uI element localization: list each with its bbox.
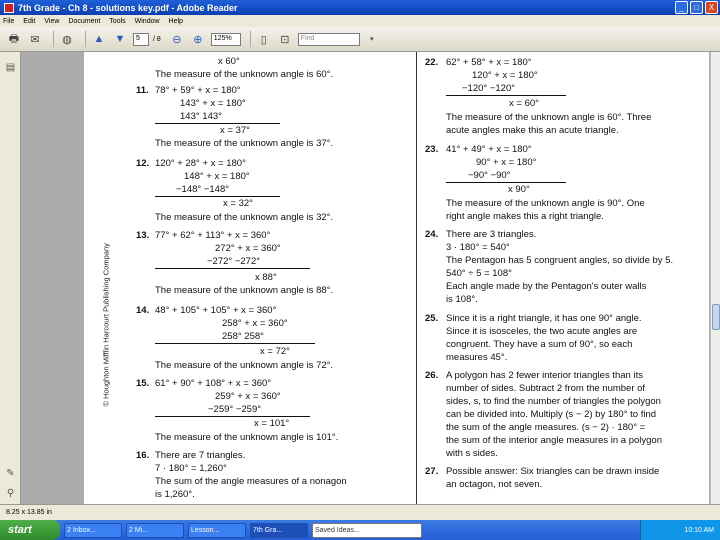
menu-window[interactable]: Window — [134, 17, 160, 25]
system-tray — [640, 520, 720, 540]
problem-number: 24. — [425, 229, 439, 240]
answer-line: There are 3 triangles. — [446, 229, 537, 240]
problem-number: 14. — [136, 305, 150, 316]
answer-line: The measure of the unknown angle is 88°. — [155, 285, 334, 296]
comment-icon[interactable]: ✎ — [6, 468, 15, 479]
problem-number: 26. — [425, 370, 439, 381]
taskbar — [0, 520, 720, 540]
menu-tools[interactable]: Tools — [109, 17, 126, 25]
window-titlebar — [0, 0, 720, 15]
answer-line: The sum of the angle measures of a nonagon — [155, 476, 347, 487]
answer-line: Since it is isosceles, the two acute angles are — [446, 326, 638, 337]
vertical-scrollbar[interactable] — [710, 52, 720, 504]
answer-line: the sum of the interior angle measures in a polygon — [446, 435, 662, 446]
equation-line: 143° + x = 180° — [180, 98, 246, 109]
answer-line: The measure of the unknown angle is 32°. — [155, 212, 334, 223]
print-icon[interactable]: 🖶 — [8, 32, 20, 45]
equation-line: 48° + 105° + 105° + x = 360° — [155, 305, 277, 316]
equation-line: x = 72° — [260, 346, 290, 357]
equation-line: −259° −259° — [208, 404, 262, 415]
equation-line: x = 101° — [254, 418, 290, 429]
equation-rule — [155, 416, 310, 417]
task-mi[interactable]: 2 Mi... — [126, 523, 184, 538]
pdf-page — [84, 52, 709, 504]
answer-line: sides, s, to find the number of triangles the polygon — [446, 396, 661, 407]
publisher-credit: © Houghton Mifflin Harcourt Publishing Company — [101, 243, 111, 407]
equation-line: x 90° — [508, 184, 530, 195]
equation-line: −90° −90° — [468, 170, 511, 181]
zoom-select[interactable]: 125% — [211, 33, 241, 46]
answer-line: The Pentagon has 5 congruent angles, so divide by 5. — [446, 255, 674, 266]
maximize-button[interactable]: □ — [690, 1, 703, 14]
answer-line: Each angle made by the Pentagon's outer walls — [446, 281, 647, 292]
menu-document[interactable]: Document — [68, 17, 101, 25]
equation-rule — [446, 182, 566, 183]
equation-line: 258° 258° — [222, 331, 264, 342]
equation-rule — [446, 95, 566, 96]
answer-line: acute angles make this an acute triangle. — [446, 125, 619, 136]
equation-rule — [155, 268, 310, 269]
answer-line: The measure of the unknown angle is 101°. — [155, 432, 339, 443]
zoom-out-icon[interactable]: ⊖ — [172, 33, 182, 46]
problem-number: 22. — [425, 57, 439, 68]
chevron-down-icon[interactable]: ▾ — [370, 36, 374, 43]
separator — [250, 31, 251, 47]
email-icon[interactable]: ✉ — [30, 33, 40, 46]
status-bar — [0, 504, 720, 520]
equation-line: 540° ÷ 5 = 108° — [446, 268, 512, 279]
equation-line: x = 37° — [220, 125, 250, 136]
adobe-reader-icon — [4, 3, 14, 13]
problem-number: 27. — [425, 466, 439, 477]
separator — [53, 31, 54, 47]
task-adobe-reader[interactable]: 7th Gra... — [250, 523, 308, 538]
equation-line: 3 · 180° = 540° — [446, 242, 510, 253]
problem-number: 25. — [425, 313, 439, 324]
page-total: / 8 — [153, 35, 161, 43]
answer-line: can be divided into. Multiply (s − 2) by 180° to find — [446, 409, 657, 420]
answer-line: The measure of the unknown angle is 60°. Three — [446, 112, 652, 123]
equation-line: 90° + x = 180° — [476, 157, 537, 168]
answer-line: A polygon has 2 fewer interior triangles than its — [446, 370, 643, 381]
taskbar-search[interactable]: Saved Ideas... — [312, 523, 422, 538]
equation-rule — [155, 196, 280, 197]
answer-line: There are 7 triangles. — [155, 450, 246, 461]
answer-line: right angle makes this a right triangle. — [446, 211, 604, 222]
equation-line: 77° + 62° + 113° + x = 360° — [155, 230, 271, 241]
equation-line: −272° −272° — [207, 256, 261, 267]
equation-line: −120° −120° — [462, 83, 516, 94]
equation-line: 61° + 90° + 108° + x = 360° — [155, 378, 272, 389]
equation-line: 120° + 28° + x = 180° — [155, 158, 246, 169]
equation-line: 258° + x = 360° — [222, 318, 288, 329]
zoom-in-icon[interactable]: ⊕ — [193, 33, 203, 46]
equation-line: 259° + x = 360° — [215, 391, 281, 402]
task-lesson[interactable]: Lesson... — [188, 523, 246, 538]
answer-line: The measure of the unknown angle is 90°. One — [446, 198, 645, 209]
equation-line: x = 32° — [223, 198, 253, 209]
column-divider — [416, 52, 417, 504]
answer-line: congruent. They have a sum of 90°, so each — [446, 339, 633, 350]
start-button[interactable]: start — [0, 520, 60, 540]
equation-line: 120° + x = 180° — [472, 70, 538, 81]
menu-file[interactable]: File — [3, 17, 15, 25]
globe-icon[interactable]: ◍ — [62, 33, 72, 46]
answer-line: is 1,260°. — [155, 489, 195, 500]
attachment-icon[interactable]: ⚲ — [6, 488, 15, 499]
equation-line: 62° + 58° + x = 180° — [446, 57, 532, 68]
close-button[interactable]: X — [705, 1, 718, 14]
menu-edit[interactable]: Edit — [23, 17, 36, 25]
answer-line: an octagon, not seven. — [446, 479, 543, 490]
equation-line: 143° 143° — [180, 111, 222, 122]
answer-line: measures 45°. — [446, 352, 508, 363]
equation-line: 148° + x = 180° — [184, 171, 250, 182]
equation-line: 78° + 59° + x = 180° — [155, 85, 241, 96]
next-page-icon[interactable]: ▼ — [114, 33, 126, 45]
equation-line: 272° + x = 360° — [215, 243, 281, 254]
clock: 10:10 AM — [684, 526, 714, 534]
answer-line: Possible answer: Six triangles can be drawn inside — [446, 466, 660, 477]
menu-view[interactable]: View — [44, 17, 60, 25]
menu-bar — [0, 15, 720, 27]
minimize-button[interactable]: _ — [675, 1, 688, 14]
pages-icon[interactable]: ▤ — [5, 62, 16, 73]
page-number-input[interactable]: 5 — [133, 33, 149, 46]
answer-line: x 60° — [218, 56, 240, 67]
equation-line: 41° + 49° + x = 180° — [446, 144, 532, 155]
answer-line: The measure of the unknown angle is 72°. — [155, 360, 334, 371]
answer-line: is 108°. — [446, 294, 478, 305]
problem-number: 16. — [136, 450, 150, 461]
previous-page-icon[interactable]: ▲ — [93, 33, 105, 45]
equation-line: 7 · 180° = 1,260° — [155, 463, 227, 474]
answer-line: the sum of the angle measures. (s − 2) · 180° = — [446, 422, 646, 433]
task-inbox[interactable]: 2 Inbox... — [64, 523, 122, 538]
fit-width-icon[interactable]: ⊡ — [280, 33, 290, 46]
window-title: 7th Grade - Ch 8 - solutions key.pdf - Adobe Reader — [18, 2, 238, 13]
answer-line: number of sides. Subtract 2 from the number of — [446, 383, 646, 394]
find-input[interactable]: Find — [298, 33, 360, 46]
fit-page-icon[interactable]: ▯ — [260, 33, 267, 46]
equation-line: −148° −148° — [176, 184, 230, 195]
problem-number: 13. — [136, 230, 150, 241]
problem-number: 11. — [136, 85, 149, 96]
equation-rule — [155, 343, 315, 344]
equation-line: x = 60° — [509, 98, 539, 109]
answer-line: with s sides. — [446, 448, 498, 459]
problem-number: 12. — [136, 158, 150, 169]
problem-number: 23. — [425, 144, 439, 155]
answer-line: The measure of the unknown angle is 60°. — [155, 69, 334, 80]
scrollbar-thumb[interactable] — [712, 304, 720, 330]
navigation-panel — [0, 52, 21, 504]
toolbar — [0, 27, 720, 52]
equation-line: x 88° — [255, 272, 277, 283]
page-dimensions: 8.25 x 13.85 in — [6, 509, 52, 516]
problem-number: 15. — [136, 378, 150, 389]
answer-line: The measure of the unknown angle is 37°. — [155, 138, 334, 149]
answer-line: Since it is a right triangle, it has one 90° angle. — [446, 313, 642, 324]
equation-rule — [155, 123, 280, 124]
separator — [85, 31, 86, 47]
menu-help[interactable]: Help — [168, 17, 183, 25]
